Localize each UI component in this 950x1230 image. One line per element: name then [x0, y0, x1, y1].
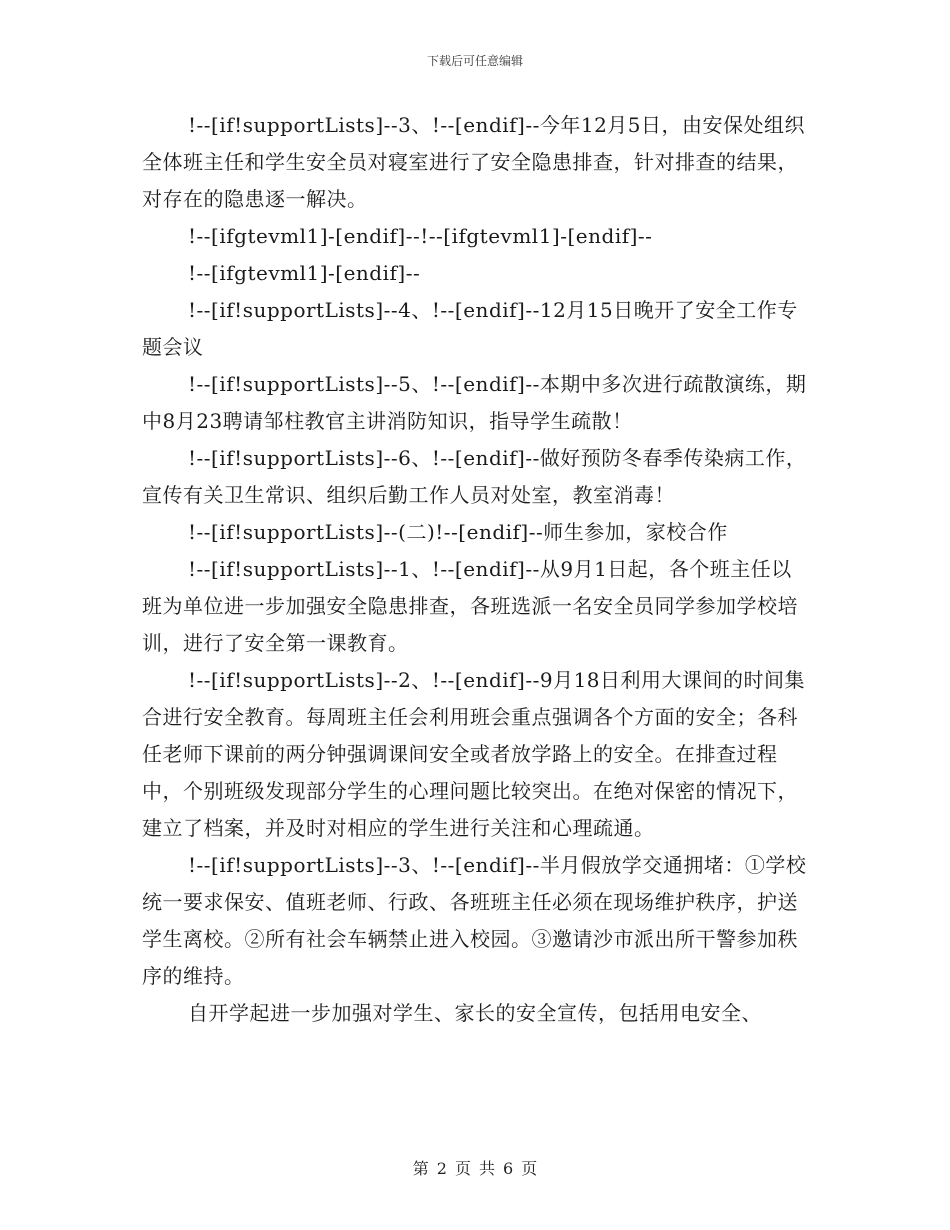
paragraph: !--[if!supportLists]--3、!--[endif]--今年12月5日，由安保处组织全体班主任和学生安全员对寝室进行了安全隐患排查，针对排查的结果，对存在的隐患逐一解决。	[142, 113, 806, 211]
paragraph: !--[ifgtevml1]-[endif]--	[188, 261, 421, 285]
paragraph: !--[if!supportLists]--3、!--[endif]--半月假放学交通拥堵：①学校统一要求保安、值班老师、行政、各班班主任必须在现场维护秩序，护送学生离校。②所有社会车辆禁止进入校园。③邀请沙市派出所干警参加秩序的维持。	[142, 853, 807, 988]
paragraph: !--[if!supportLists]--1、!--[endif]--从9月1日起，各个班主任以班为单位进一步加强安全隐患排查，各班选派一名安全员同学参加学校培训，进行了安全第一课教育。	[142, 557, 798, 655]
footer-suffix: 页	[521, 1159, 538, 1178]
paragraph: !--[if!supportLists]--5、!--[endif]--本期中多次进行疏散演练，期中8月23聘请邹柱教官主讲消防知识，指导学生疏散！	[142, 372, 807, 433]
page-total: 6	[503, 1159, 514, 1178]
footer-middle: 页	[454, 1159, 471, 1178]
page-header: 下载后可任意编辑	[426, 54, 523, 68]
page-number: 2	[436, 1159, 447, 1178]
paragraph: !--[if!supportLists]--(二)!--[endif]--师生参加，家校合作	[188, 520, 728, 544]
footer-prefix: 第	[412, 1159, 429, 1178]
paragraph: 自开学起进一步加强对学生、家长的安全宣传，包括用电安全、	[188, 1001, 762, 1025]
footer-total-label: 共	[479, 1159, 496, 1178]
paragraph: !--[ifgtevml1]-[endif]--!--[ifgtevml1]-[endif]--	[188, 224, 653, 248]
document-body	[142, 107, 812, 1032]
paragraph: !--[if!supportLists]--6、!--[endif]--做好预防冬春季传染病工作，宣传有关卫生常识、组织后勤工作人员对处室，教室消毒！	[142, 446, 807, 507]
paragraph: !--[if!supportLists]--4、!--[endif]--12月15日晚开了安全工作专题会议	[142, 298, 798, 359]
page-footer	[0, 1156, 950, 1179]
paragraph: !--[if!supportLists]--2、!--[endif]--9月18日利用大课间的时间集合进行安全教育。每周班主任会利用班会重点强调各个方面的安全；各科任老师下课前的两分钟强调课间安全或者放学路上的安全。在排查过程中，个别班级发现部分学生的心理问题比较突出。在绝对保密的情况下，建立了档案，并及时对相应的学生进行关注和心理疏通。	[142, 668, 806, 840]
